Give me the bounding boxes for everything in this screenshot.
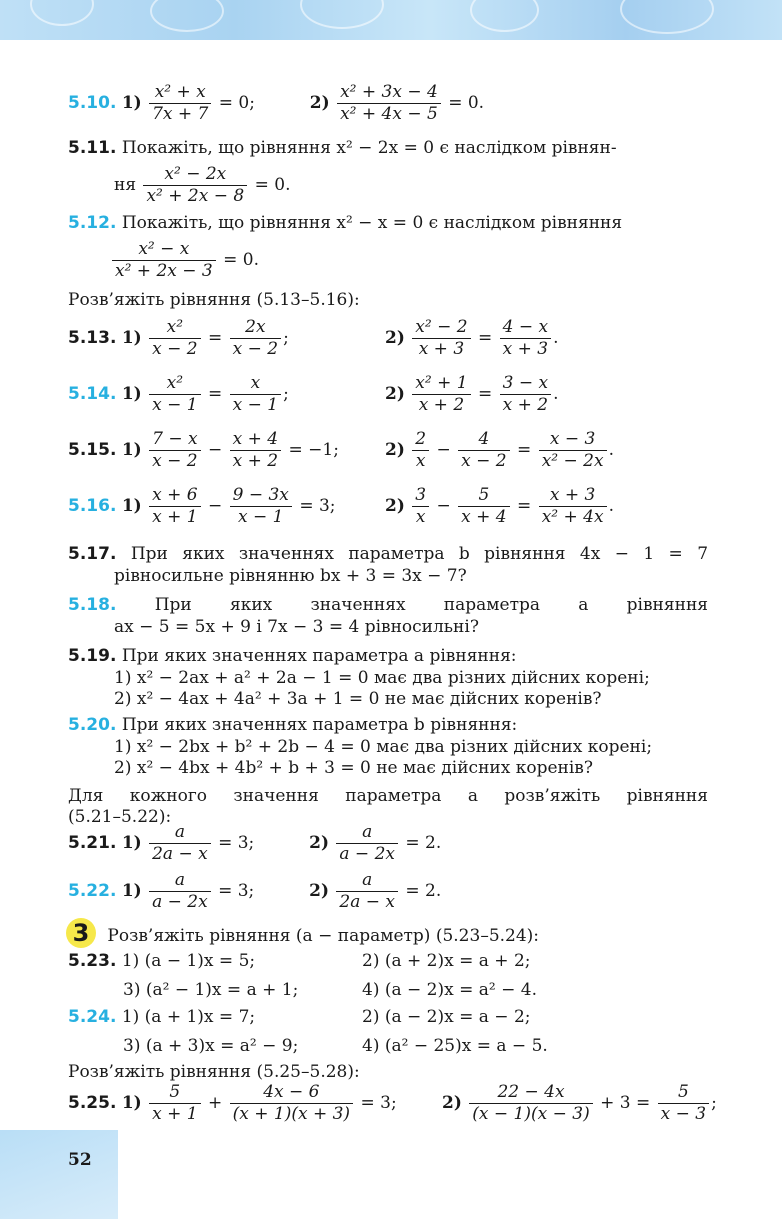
exercise-5-13: 5.13. 1) $\frac{\text{x²}}{x - 2}$ = $\frac{2x}{x - 2}$ ; xyxy=(68,317,289,359)
exercise-number: 5.18. xyxy=(68,595,117,615)
section-heading-range: (5.21–5.22): xyxy=(68,807,172,827)
exercise-5-20-item-1: 1) x² − 2bx + b² + 2b − 4 = 0 має два різних дійсних корені; xyxy=(114,737,653,757)
exercise-number: 5.24. xyxy=(68,1007,117,1027)
exercise-5-13-part-2: 2) $\frac{\text{x² − 2}}{x + 3}$ = $\frac{4 - x}{x + 3}$ . xyxy=(385,317,559,359)
exercise-number: 5.21. xyxy=(68,833,117,853)
exercise-5-23: 5.23. 1) (a − 1)x = 5; xyxy=(68,951,256,971)
exercise-5-25: 5.25. 1) $\frac{5}{x + 1}$ + $\frac{4x - 6}{(x + 1)(x + 3)}$ = 3; xyxy=(68,1082,397,1124)
exercise-5-17-line-2: рівносильне рівнянню bx + 3 = 3x − 7? xyxy=(114,566,467,586)
fraction: $\frac{\text{x² + 3x − 4}}{\text{x² + 4x − 5}}$ xyxy=(337,83,441,124)
exercise-5-17: 5.17. При яких значеннях параметра b рівняння 4x − 1 = 7 xyxy=(68,544,709,564)
exercise-5-15: 5.15. 1) $\frac{7 - x}{x - 2}$ − $\frac{x + 4}{x + 2}$ = −1; xyxy=(68,429,339,471)
section-heading: Розв’яжіть рівняння (5.13–5.16): xyxy=(68,290,360,310)
exercise-5-18-line-2: ax − 5 = 5x + 9 і 7x − 3 = 4 рівносильні? xyxy=(114,617,479,637)
exercise-number: 5.13. xyxy=(68,328,117,348)
exercise-5-20-item-2: 2) x² − 4bx + 4b² + b + 3 = 0 не має дійсних коренів? xyxy=(114,758,593,778)
exercise-number: 5.15. xyxy=(68,440,117,460)
fraction: $\frac{\text{x² + x}}{7x + 7}$ xyxy=(149,83,211,124)
exercise-5-23-part-2: 2) (a + 2)x = a + 2; xyxy=(362,951,531,971)
exercise-number: 5.20. xyxy=(68,715,117,735)
exercise-5-24-part-2: 2) (a − 2)x = a − 2; xyxy=(362,1007,531,1027)
exercise-5-22: 5.22. 1) $\frac{a}{a - 2x}$ = 3; 2) $\frac{a}{2a - x}$ = 2. xyxy=(68,870,442,912)
exercise-5-23-part-4: 4) (a − 2)x = a² − 4. xyxy=(362,980,537,1000)
exercise-number: 5.22. xyxy=(68,881,117,901)
exercise-5-19: 5.19. При яких значеннях параметра a рівняння: xyxy=(68,646,517,666)
exercise-5-23-part-3: 3) (a² − 1)x = a + 1; xyxy=(123,980,299,1000)
exercise-5-21: 5.21. 1) $\frac{a}{2a - x}$ = 3; 2) $\frac{a}{a - 2x}$ = 2. xyxy=(68,822,442,864)
exercise-5-16-part-2: 2) $\frac{3}{x}$ − $\frac{5}{x + 4}$ = $\frac{x + 3}{\text{x² + 4x}}$ . xyxy=(385,485,614,527)
exercise-5-11 xyxy=(68,137,617,159)
exercise-5-12-equation: $\frac{\text{x² − x}}{\text{x² + 2x − 3}}$ = 0. xyxy=(110,240,259,281)
exercise-5-14-part-2: 2) $\frac{\text{x² + 1}}{x + 2}$ = $\frac{3 - x}{x + 2}$ . xyxy=(385,373,559,415)
exercise-5-15-part-2: 2) $\frac{2}{x}$ − $\frac{4}{x - 2}$ = $\frac{x - 3}{\text{x² − 2x}}$ . xyxy=(385,429,614,471)
exercise-text: Покажіть, що рівняння x² − x = 0 є наслідком рівняння xyxy=(121,213,623,233)
exercise-5-25-part-2: 2) $\frac{22 - 4x}{(x - 1)(x - 3)}$ + 3 = $\frac{5}{x - 3}$ ; xyxy=(442,1082,717,1124)
level-badge: 3 xyxy=(66,918,96,948)
exercise-5-19-item-2: 2) x² − 4ax + 4a² + 3a + 1 = 0 не має дійсних коренів? xyxy=(114,689,602,709)
section-heading: Розв’яжіть рівняння (5.25–5.28): xyxy=(68,1062,360,1082)
exercise-number: 5.12. xyxy=(68,213,117,233)
exercise-number: 5.14. xyxy=(68,384,117,404)
exercise-5-16: 5.16. 1) $\frac{x + 6}{x + 1}$ − $\frac{9 - 3x}{x - 1}$ = 3; xyxy=(68,485,336,527)
exercise-5-24: 5.24. 1) (a + 1)x = 7; xyxy=(68,1007,256,1027)
decorative-corner xyxy=(0,1130,118,1219)
exercise-number: 5.23. xyxy=(68,951,117,971)
exercise-number: 5.10. xyxy=(68,93,117,113)
exercise-text: Покажіть, що рівняння x² − 2x = 0 є наслідком рівнян- xyxy=(121,138,617,158)
exercise-5-19-item-1: 1) x² − 2ax + a² + 2a − 1 = 0 має два різних дійсних корені; xyxy=(114,668,650,688)
exercise-5-11-equation: ня $\frac{\text{x² − 2x}}{\text{x² + 2x − 8}}$ = 0. xyxy=(114,164,291,206)
section-heading: Для кожного значення параметра a розв’яжіть рівняння xyxy=(68,786,708,806)
exercise-5-12 xyxy=(68,212,622,234)
decorative-header-band xyxy=(0,0,782,40)
exercise-number: 5.16. xyxy=(68,496,117,516)
exercise-number: 5.25. xyxy=(68,1093,117,1113)
exercise-5-24-part-3: 3) (a + 3)x = a² − 9; xyxy=(123,1036,299,1056)
exercise-number: 5.11. xyxy=(68,138,117,158)
exercise-5-14: 5.14. 1) $\frac{\text{x²}}{x - 1}$ = $\frac{x}{x - 1}$ ; xyxy=(68,373,289,415)
exercise-number: 5.19. xyxy=(68,646,117,666)
fraction: $\frac{\text{x² − 2x}}{\text{x² + 2x − 8}}$ xyxy=(143,165,247,206)
exercise-5-24-part-4: 4) (a² − 25)x = a − 5. xyxy=(362,1036,548,1056)
page-number: 52 xyxy=(68,1150,92,1170)
level-3-heading: 3 Розв’яжіть рівняння (a − параметр) (5.23–5.24): xyxy=(66,918,539,948)
exercise-5-18: 5.18. При яких значеннях параметра a рівняння xyxy=(68,595,709,615)
exercise-5-10: 5.10. 1) $\frac{\text{x² + x}}{7x + 7}$ = 0; 2) $\frac{\text{x² + 3x − 4}}{\text{x² + 4x − 5}}$ = 0. xyxy=(68,82,485,124)
fraction: $\frac{\text{x² − x}}{\text{x² + 2x − 3}}$ xyxy=(112,240,216,281)
exercise-number: 5.17. xyxy=(68,544,117,564)
exercise-5-20: 5.20. При яких значеннях параметра b рівняння: xyxy=(68,715,518,735)
